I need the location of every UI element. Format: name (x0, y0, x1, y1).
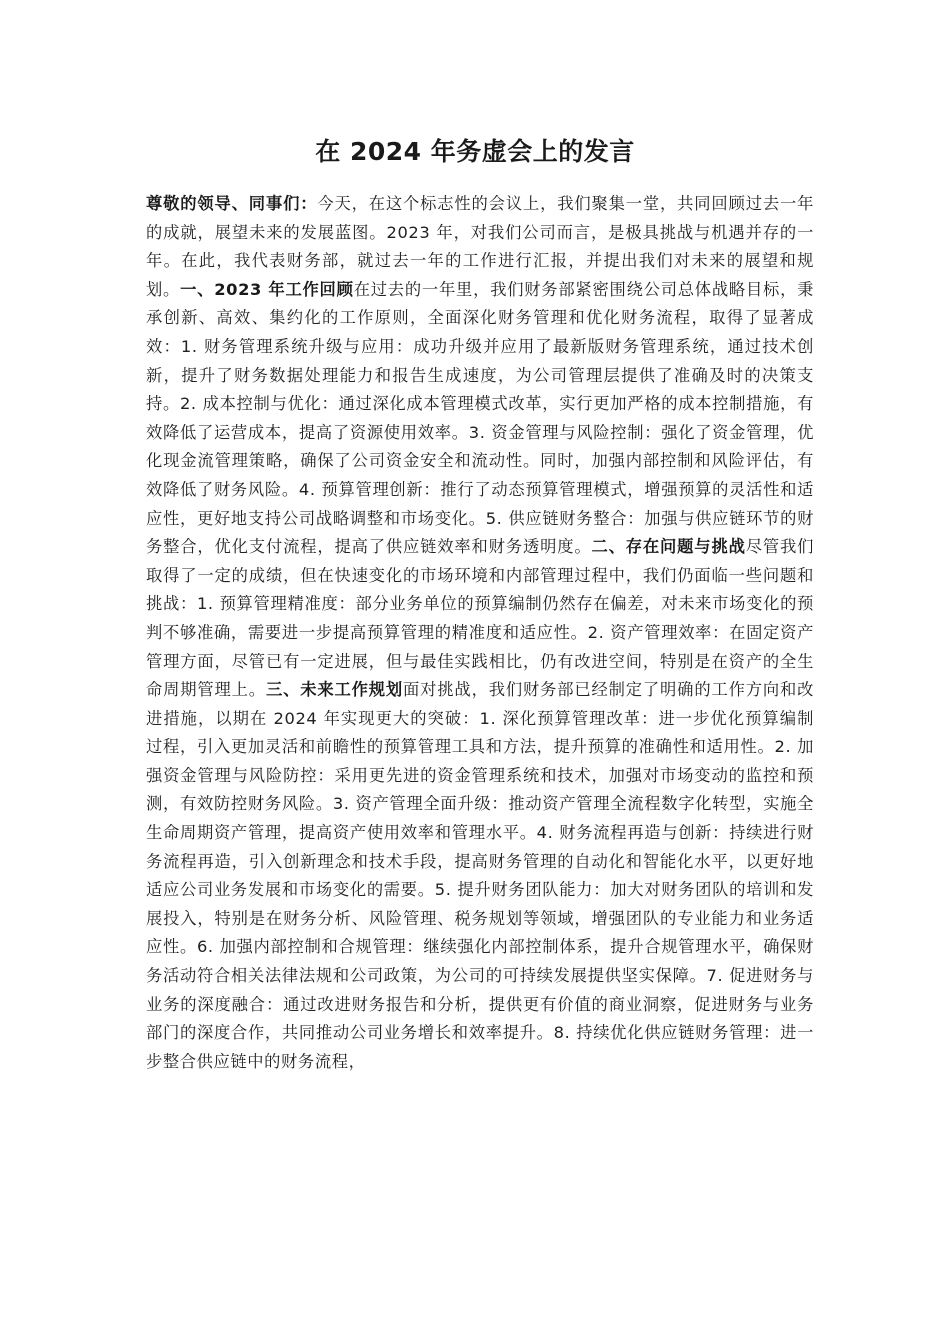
section1-body: 在过去的一年里，我们财务部紧密围绕公司总体战略目标，秉承创新、高效、集约化的工作原则，全面深化财务管理和优化财务流程，取得了显著成效：1. 财务管理系统升级与应用：成功升级并应用了最新版财务管理系统，通过技术创新，提升了财务数据处理能力和报告生成速度，为公司管理层提供了准确及时的决策支持。2. 成本控制与优化：通过深化成本管理模式改革，实行更加严格的成本控制措施，有效降低了运营成本，提高了资源使用效率。3. 资金管理与风险控制：强化了资金管理，优化现金流管理策略，确保了公司资金安全和流动性。同时，加强内部控制和风险评估，有效降低了财务风险。4. 预算管理创新：推行了动态预算管理模式，增强预算的灵活性和适应性，更好地支持公司战略调整和市场变化。5. 供应链财务整合：加强与供应链环节的财务整合，优化支付流程，提高了供应链效率和财务透明度。 (146, 279, 815, 557)
intro-paragraph: 今天，在这个标志性的会议上，我们聚集一堂，共同回顾过去一年的成就，展望未来的发展蓝图。2023 年，对我们公司而言，是极具挑战与机遇并存的一年。在此，我代表财务部，就过去一年的工作进行汇报，并提出我们对未来的展望和规划。 (146, 194, 814, 299)
section3-heading: 三、未来工作规划 (265, 680, 404, 700)
section1-heading: 一、2023 年工作回顾 (180, 279, 354, 299)
section3-body: 面对挑战，我们财务部已经制定了明确的工作方向和改进措施，以期在 2024 年实现更大的突破：1. 深化预算管理改革：进一步优化预算编制过程，引入更加灵活和前瞻性的预算管理工具和方法，提升预算的准确性和适用性。2. 加强资金管理与风险防控：采用更先进的资金管理系统和技术，加强对市场变动的监控和预测，有效防控财务风险。3. 资产管理全面升级：推动资产管理全流程数字化转型，实施全生命周期资产管理，提高资产使用效率和管理水平。4. 财务流程再造与创新：持续进行财务流程再造，引入创新理念和技术手段，提高财务管理的自动化和智能化水平，以更好地适应公司业务发展和市场变化的需要。5. 提升财务团队能力：加大对财务团队的培训和发展投入，特别是在财务分析、风险管理、税务规划等领域，增强团队的专业能力和业务适应性。6. 加强内部控制和合规管理：继续强化内部控制体系，提升合规管理水平，确保财务活动符合相关法律法规和公司政策，为公司的可持续发展提供坚实保障。7. 促进财务与业务的深度融合：通过改进财务报告和分析，提供更有价值的商业洞察，促进财务与业务部门的深度合作，共同推动公司业务增长和效率提升。8. 持续优化供应链财务管理：进一步整合供应链中的财务流程， (146, 680, 815, 1071)
salutation: 尊敬的领导、同事们： (146, 194, 318, 213)
section2-heading: 二、存在问题与挑战 (591, 537, 746, 557)
section2-body: 尽管我们取得了一定的成绩，但在快速变化的市场环境和内部管理过程中，我们仍面临一些问题和挑战：1. 预算管理精准度：部分业务单位的预算编制仍然存在偏差，对未来市场变化的预判不够准确，需要进一步提高预算管理的精准度和适应性。2. 资产管理效率：在固定资产管理方面，尽管已有一定进展，但与最佳实践相比，仍有改进空间，特别是在资产的全生命周期管理上。 (146, 537, 815, 700)
document-body (146, 190, 814, 1076)
document-title: 在 2024 年务虚会上的发言 (315, 137, 635, 166)
